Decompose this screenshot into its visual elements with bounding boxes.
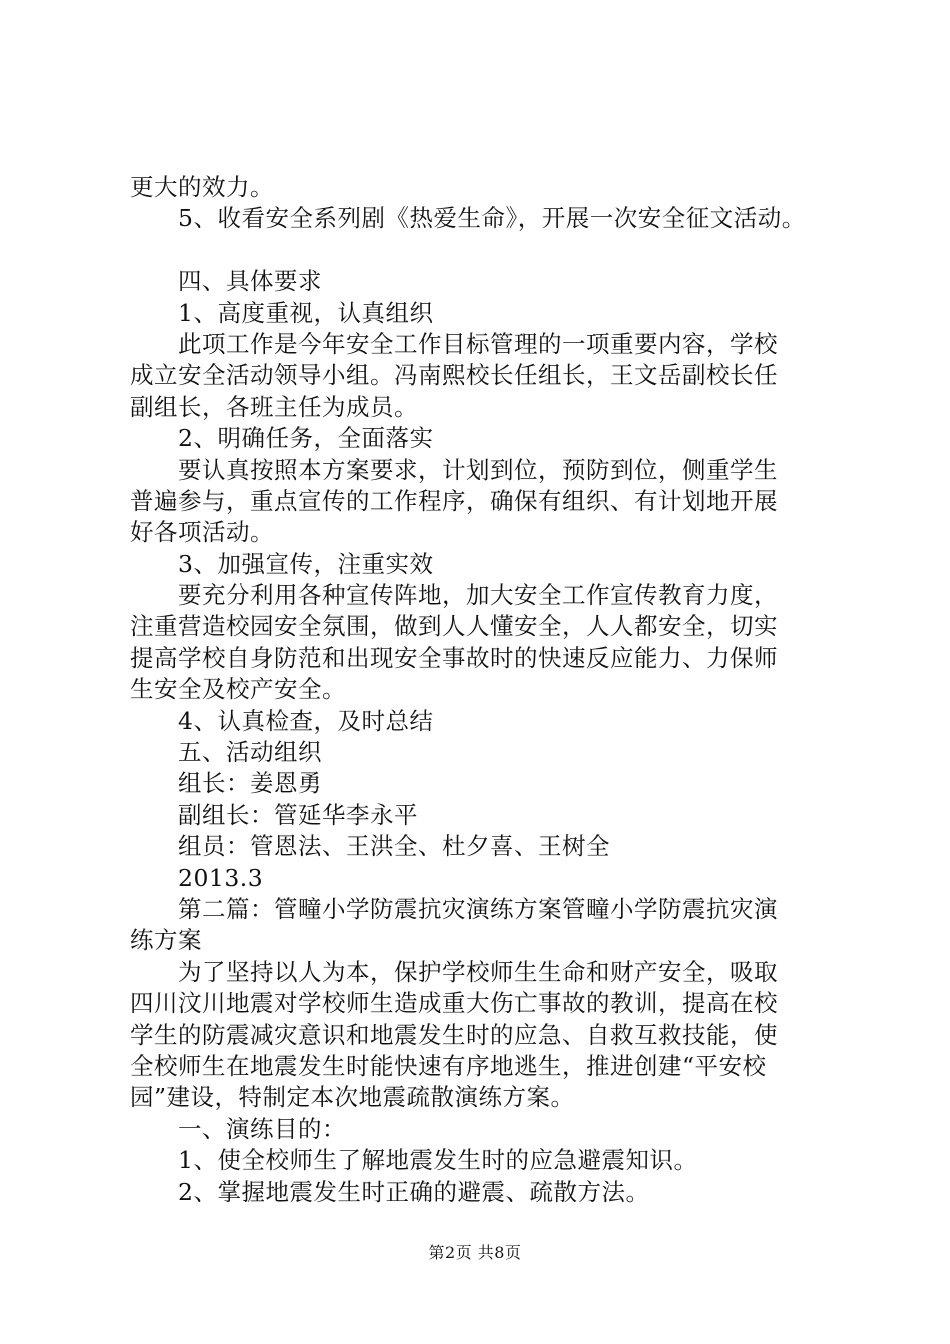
text-line: 成立安全活动领导小组。冯南熙校长任组长，王文岳副校长任	[130, 361, 778, 390]
page-footer: 第2页 共8页	[428, 1243, 522, 1262]
text-line: 生安全及校产安全。	[130, 675, 346, 704]
text-line: 组长：姜恩勇	[178, 769, 322, 798]
section-heading: 一、演练目的：	[178, 1114, 346, 1143]
blank-line	[130, 235, 842, 266]
text-line: 提高学校自身防范和出现安全事故时的快速反应能力、力保师	[130, 643, 778, 672]
document-body	[130, 172, 842, 1208]
subsection-heading: 3、加强宣传，注重实效	[178, 549, 434, 578]
section-heading: 五、活动组织	[178, 738, 322, 767]
text-line: 2、掌握地震发生时正确的避震、疏散方法。	[178, 1177, 650, 1206]
text-line: 组员：管恩法、王洪全、杜夕喜、王树全	[178, 832, 610, 861]
text-line: 学生的防震减灾意识和地震发生时的应急、自救互救技能，使	[130, 1020, 778, 1049]
text-line: 1、使全校师生了解地震发生时的应急避震知识。	[178, 1146, 698, 1175]
text-line: 注重营造校园安全氛围，做到人人懂安全，人人都安全，切实	[130, 612, 778, 641]
chapter-title: 第二篇：管疃小学防震抗灾演练方案管疃小学防震抗灾演	[178, 894, 778, 923]
text-line: 副组长：管延华李永平	[178, 800, 418, 829]
text-line: 园”建设，特制定本次地震疏散演练方案。	[130, 1083, 575, 1112]
subsection-heading: 1、高度重视，认真组织	[178, 298, 434, 327]
text-line: 5、收看安全系列剧《热爱生命》，开展一次安全征文活动。	[178, 204, 806, 233]
text-line: 要充分利用各种宣传阵地，加大安全工作宣传教育力度，	[178, 581, 778, 610]
subsection-heading: 2、明确任务，全面落实	[178, 424, 434, 453]
text-line: 更大的效力。	[130, 173, 274, 201]
text-line: 好各项活动。	[130, 518, 274, 547]
text-line: 全校师生在地震发生时能快速有序地逃生，推进创建“平安校	[130, 1051, 767, 1080]
text-line: 普遍参与，重点宣传的工作程序，确保有组织、有计划地开展	[130, 486, 778, 515]
section-heading: 四、具体要求	[178, 267, 322, 296]
text-line: 副组长，各班主任为成员。	[130, 392, 418, 421]
text-line: 为了坚持以人为本，保护学校师生生命和财产安全，吸取	[178, 957, 778, 986]
chapter-title: 练方案	[130, 926, 202, 955]
text-line: 要认真按照本方案要求，计划到位，预防到位，侧重学生	[178, 455, 778, 484]
text-line: 四川汶川地震对学校师生造成重大伤亡事故的教训，提高在校	[130, 989, 778, 1018]
text-line: 此项工作是今年安全工作目标管理的一项重要内容，学校	[178, 329, 778, 358]
date-line: 2013.3	[178, 863, 264, 892]
subsection-heading: 4、认真检查，及时总结	[178, 706, 434, 735]
